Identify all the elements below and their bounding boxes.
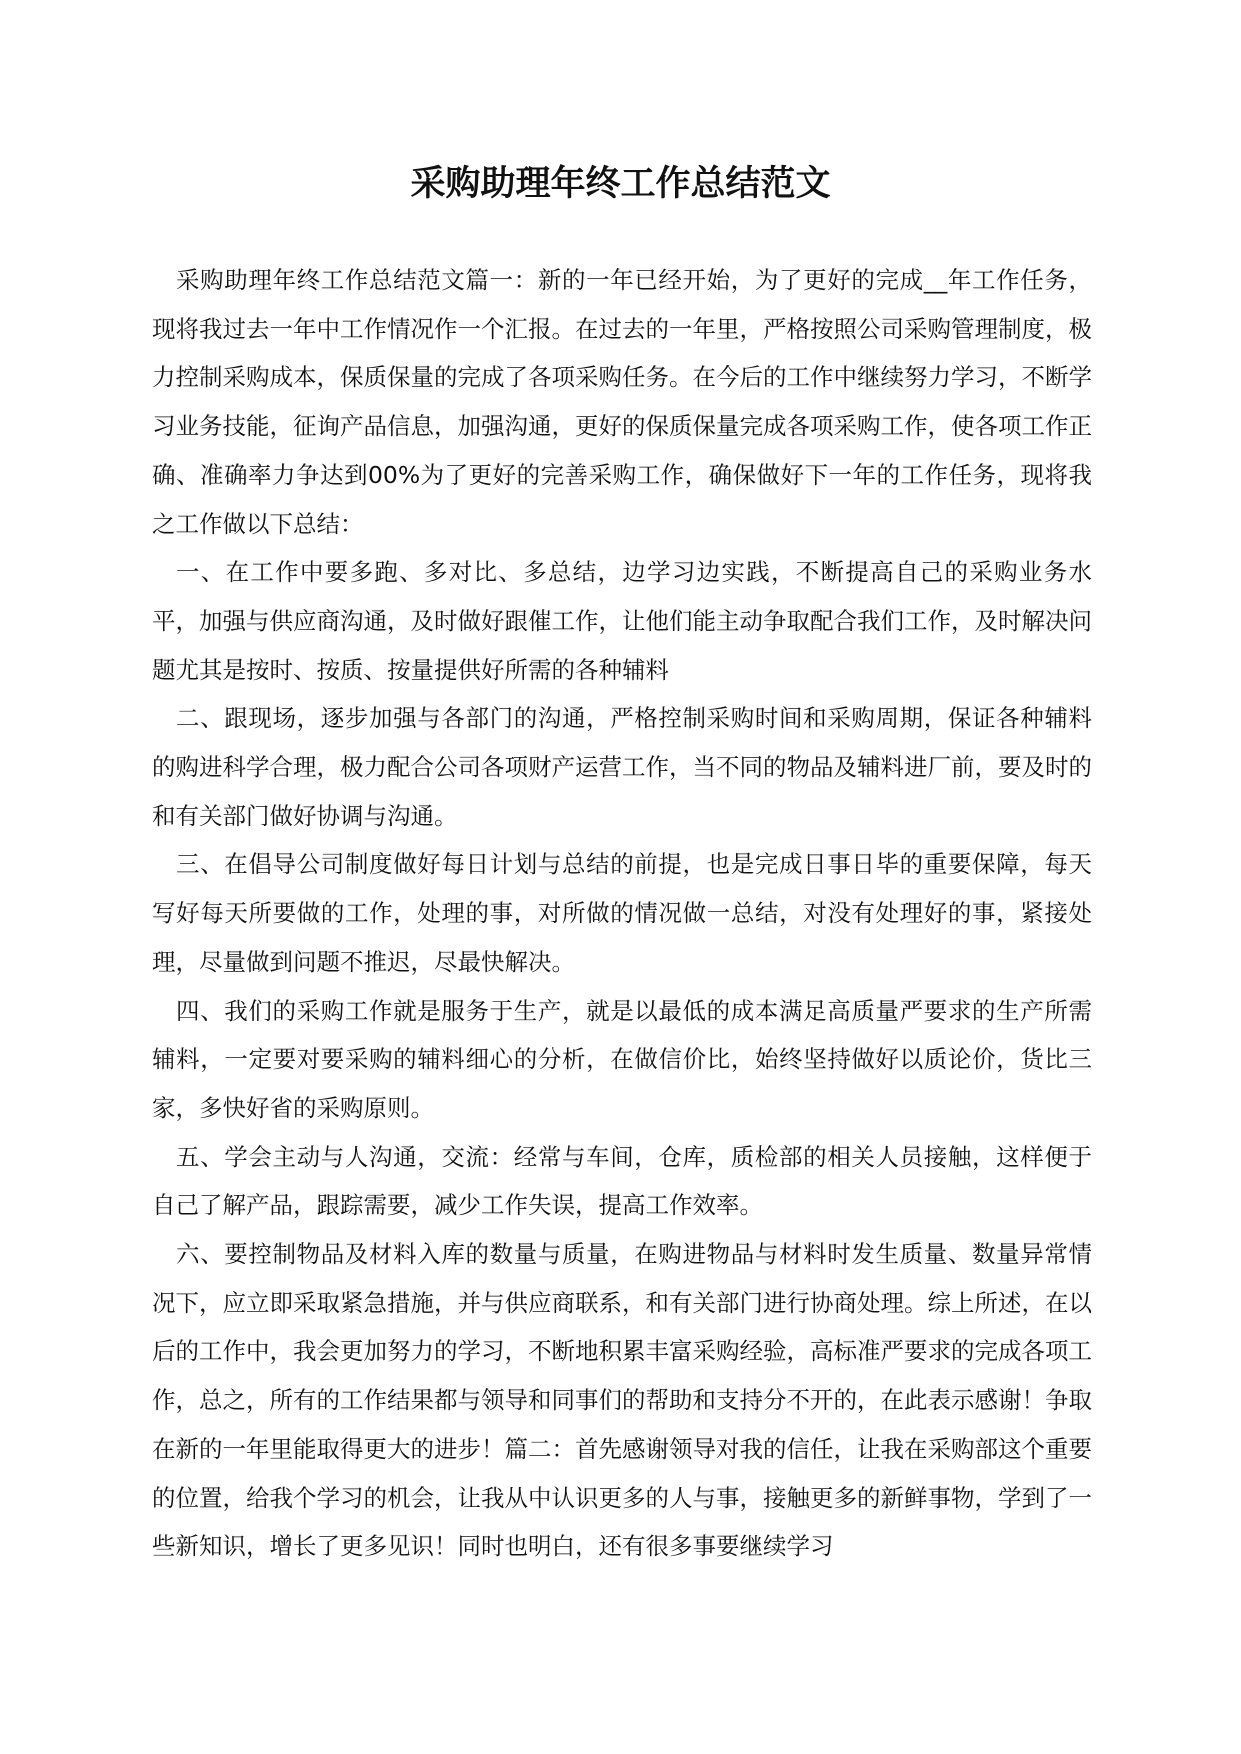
- paragraph-intro: 采购助理年终工作总结范文篇一：新的一年已经开始，为了更好的完成__年工作任务，现将我过去一年中工作情况作一个汇报。在过去的一年里，严格按照公司采购管理制度，极力控制采购成本，保质保量的完成了各项采购任务。在今后的工作中继续努力学习，不断学习业务技能，征询产品信息，加强沟通，更好的保质保量完成各项采购工作，使各项工作正确、准确率力争达到00%为了更好的完善采购工作，确保做好下一年的工作任务，现将我之工作做以下总结：: [152, 266, 1092, 538]
- paragraph-item-4: 四、我们的采购工作就是服务于生产，就是以最低的成本满足高质量严要求的生产所需辅料，一定要对要采购的辅料细心的分析，在做信价比，始终坚持做好以质论价，货比三家，多快好省的采购原则。: [152, 996, 1092, 1122]
- paragraph-item-2: 二、跟现场，逐步加强与各部门的沟通，严格控制采购时间和采购周期，保证各种辅料的购进科学合理，极力配合公司各项财产运营工作，当不同的物品及辅料进厂前，要及时的和有关部门做好协调与沟通。: [152, 704, 1092, 830]
- paragraph-item-6: 六、要控制物品及材料入库的数量与质量，在购进物品与材料时发生质量、数量异常情况下，应立即采取紧急措施，并与供应商联系，和有关部门进行协商处理。综上所述，在以后的工作中，我会更加努力的学习，不断地积累丰富采购经验，高标准严要求的完成各项工作，总之，所有的工作结果都与领导和同事们的帮助和支持分不开的，在此表示感谢！争取在新的一年里能取得更大的进步！篇二：首先感谢领导对我的信任，让我在采购部这个重要的位置，给我个学习的机会，让我从中认识更多的人与事，接触更多的新鲜事物，学到了一些新知识，增长了更多见识！同时也明白，还有很多事要继续学习: [152, 1240, 1092, 1561]
- paragraph-item-1: 一、在工作中要多跑、多对比、多总结，边学习边实践，不断提高自己的采购业务水平，加强与供应商沟通，及时做好跟催工作，让他们能主动争取配合我们工作，及时解决问题尤其是按时、按质、按量提供好所需的各种辅料: [152, 558, 1092, 684]
- document-body: [152, 256, 1092, 1571]
- document-title: 采购助理年终工作总结范文: [410, 164, 831, 204]
- paragraph-item-5: 五、学会主动与人沟通，交流：经常与车间，仓库，质检部的相关人员接触，这样便于自己了解产品，跟踪需要，减少工作失误，提高工作效率。: [152, 1142, 1092, 1220]
- paragraph-item-3: 三、在倡导公司制度做好每日计划与总结的前提，也是完成日事日毕的重要保障，每天写好每天所要做的工作，处理的事，对所做的情况做一总结，对没有处理好的事，紧接处理，尽量做到问题不推迟，尽最快解决。: [152, 850, 1092, 976]
